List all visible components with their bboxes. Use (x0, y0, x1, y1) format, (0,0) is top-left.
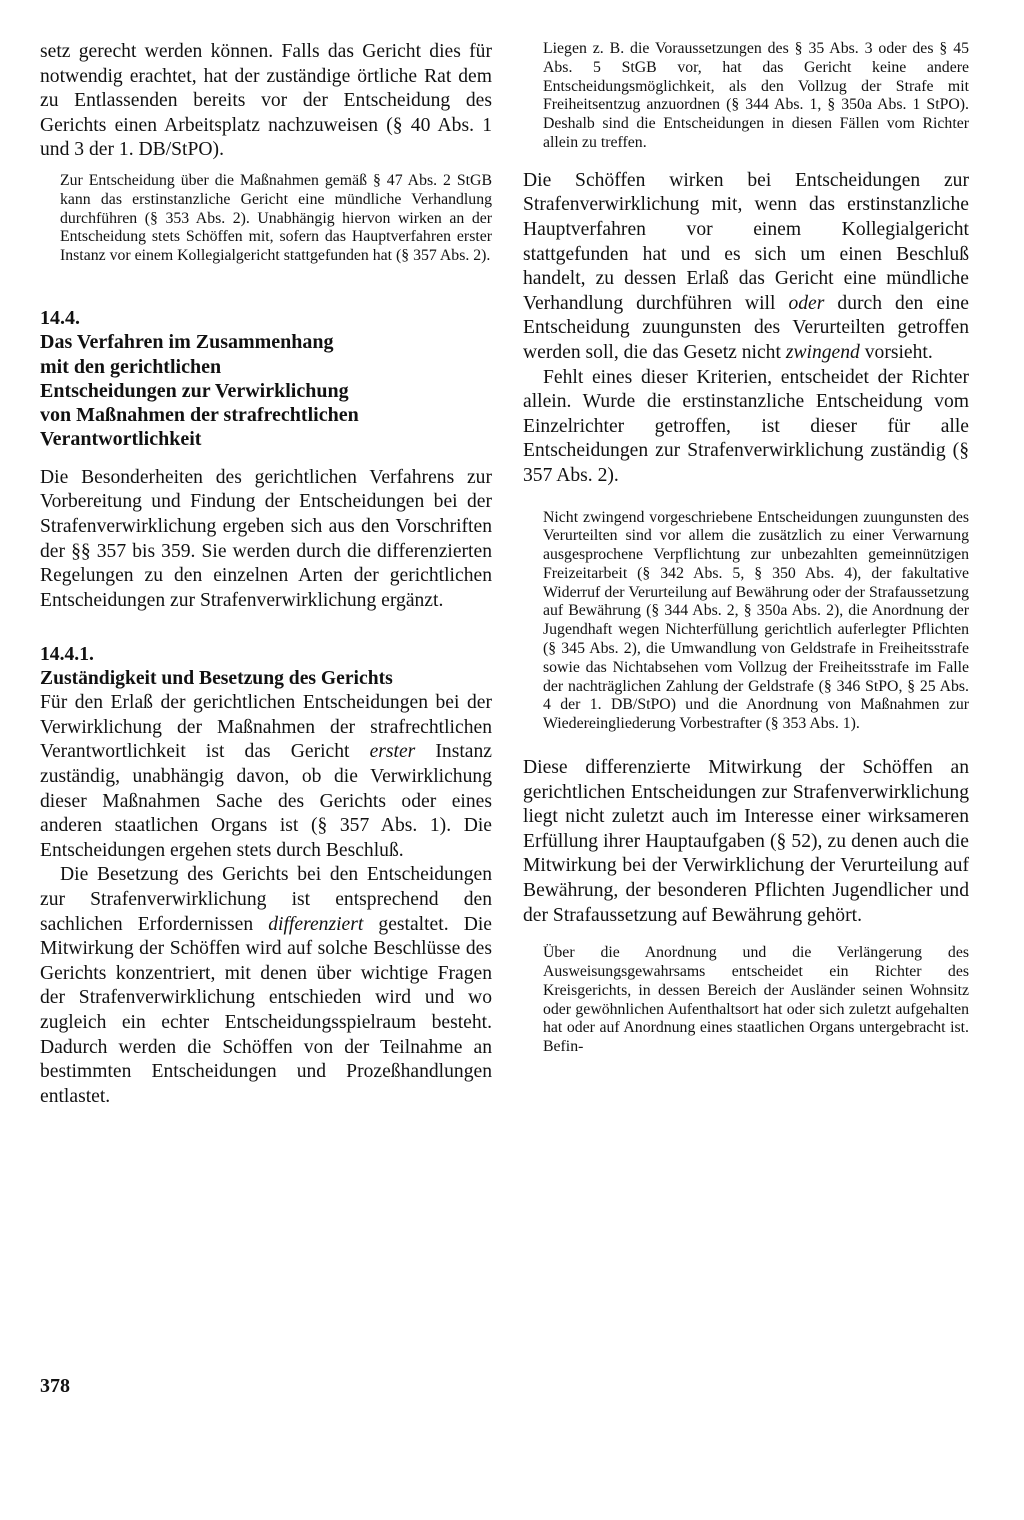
paragraph-jurisdiction (40, 691, 492, 863)
subsection-title: Zuständigkeit und Besetzung des Gerichts (40, 668, 393, 690)
left-column (40, 40, 492, 1109)
section-title-line: von Maßnahmen der strafrechtlichen (40, 404, 359, 427)
text-run: Instanz zuständig, unabhängig davon, ob die Verwirklichung dieser Maßnahmen Sache des Gerichts oder eines anderen staatlichen Organs ist (§ 357 Abs. 1). Die Entscheidungen ergehen stets durch Beschluß. (40, 741, 492, 861)
subsection-number: 14.4.1. (40, 644, 94, 666)
note-deportation: Über die Anordnung und die Verlängerung des Ausweisungsgewahrsams entscheidet ein Richter des Kreisgerichts, in dessen Bereich der Ausländer seinen Wohnsitz oder gewöhnlichen Aufenthaltsort hat oder sich zuletzt aufgehalten hat oder auf Anordnung eines staatlichen Organs untergebracht ist. Befin- (543, 944, 969, 1056)
paragraph-continuation: setz gerecht werden können. Falls das Gericht dies für notwendig erachtet, hat der zuständige örtliche Rat dem zu Entlassenden bereits vor der Entscheidung des Gerichts einen Arbeitsplatz nachzuweisen (§ 40 Abs. 1 und 3 der 1. DB/StPO). (40, 41, 492, 161)
text-run: Für den Erlaß der gerichtlichen Entscheidungen bei der Verwirklichung der Maßnahmen der strafrechtlichen Verantwortlichkeit ist das Gericht (40, 692, 492, 763)
note-measures: Zur Entscheidung über die Maßnahmen gemäß § 47 Abs. 2 StGB kann das erstinstanzliche Gericht eine mündliche Verhandlung durchführen (§ 353 Abs. 2). Unabhängig hiervon wirken an der Entscheidung stets Schöffen mit, sofern das Hauptverfahren erster Instanz vor einem Kollegialgericht stattgefunden hat (§ 357 Abs. 2). (60, 171, 492, 265)
text-run: vorsieht. (859, 341, 933, 363)
right-column (523, 40, 969, 1057)
emphasis: zwingend (785, 341, 860, 363)
page-number: 378 (40, 1375, 70, 1397)
paragraph-lay-judges (523, 169, 969, 366)
section-title-line: Das Verfahren im Zusammenhang (40, 331, 334, 354)
paragraph-intro: Die Besonderheiten des gerichtlichen Verfahrens zur Vorbereitung und Findung der Entscheidungen bei der Strafenverwirklichung ergeben sich aus den Vorschriften der §§ 357 bis 359. Sie werden durch die differenzierten Regelungen zu den einzelnen Arten der gerichtlichen Entscheidungen zur Strafenverwirklichung ergänzt. (40, 466, 492, 611)
paragraph-composition (40, 863, 492, 1109)
note-example: Liegen z. B. die Voraussetzungen des § 35 Abs. 3 oder des § 45 Abs. 5 StGB vor, hat das Gericht keine andere Entscheidungsmöglichkeit, als den Vollzug der Strafe mit Freiheitsentzug anzuordnen (§ 344 Abs. 1, § 350a Abs. 1 StPO). Deshalb sind die Entscheidungen in diesen Fällen vom Richter allein zu treffen. (543, 40, 969, 151)
section-heading (40, 306, 492, 452)
text-run: durch den eine Entscheidung zuungunsten des Verurteilten getroffen werden soll, die das Gesetz nicht (523, 292, 970, 363)
section-number: 14.4. (40, 306, 80, 329)
emphasis: erster (369, 741, 416, 763)
text-run: gestaltet. Die Mitwirkung der Schöffen wird auf solche Beschlüsse des Gerichts konzentriert, mit denen über wichtige Fragen der Strafenverwirklichung entschieden wird und wo zugleich ein echter Entscheidungsspielraum besteht. Dadurch werden die Schöffen von der Teilnahme an bestimmten Entscheidungen und Prozeßhandlungen entlastet. (40, 913, 492, 1107)
section-title-line: Verantwortlichkeit (40, 428, 202, 451)
paragraph-differentiated: Diese differenzierte Mitwirkung der Schöffen an gerichtlichen Entscheidungen zur Strafenverwirklichung liegt nicht zuletzt auch im Interesse einer wirksameren Erfüllung ihrer Hauptaufgaben (§ 52), zu denen auch die Mitwirkung bei der Verwirklichung der Verurteilung auf Bewährung, der besonderen Pflichten Jugendlicher und der Strafaussetzung auf Bewährung gehört. (523, 757, 969, 926)
section-title-line: Entscheidungen zur Verwirklichung (40, 379, 349, 402)
text-run: Die Besetzung des Gerichts bei den Entscheidungen zur Strafenverwirklichung ist entsprechend den sachlichen Erfordernissen (40, 864, 492, 935)
subsection-heading (40, 643, 492, 691)
note-non-mandatory: Nicht zwingend vorgeschriebene Entscheidungen zuungunsten des Verurteilten sind vor allem die zusätzlich zu einer Verwarnung ausgesprochene Verpflichtung zur unbezahlten gemeinnützigen Freizeitarbeit (§ 342 Abs. 5, § 350 Abs. 4), der fakultative Widerruf der Verurteilung auf Bewährung oder der Strafaussetzung auf Bewährung (§ 344 Abs. 2, § 350a Abs. 2), die Anordnung der Jugendhaft wegen Nichterfüllung gerichtlich auferlegter Pflichten (§ 345 Abs. 2), die Umwandlung von Geldstrafe in Freiheitsstrafe sowie das Nichtabsehen vom Vollzug der Freiheitsstrafe im Falle der nachträglichen Zahlung der Geldstrafe (§ 346 StPO, § 25 Abs. 4 der 1. DB/StPO) und die Anordnung von Maßnahmen zur Wiedereingliederung Vorbestrafter (§ 353 Abs. 1). (543, 508, 969, 733)
emphasis: differenziert (268, 913, 364, 935)
emphasis: oder (788, 292, 825, 314)
paragraph-single-judge: Fehlt eines dieser Kriterien, entscheidet der Richter allein. Wurde die erstinstanzliche Entscheidung vom Einzelrichter getroffen, ist dieser für alle Entscheidungen zur Strafenverwirklichung zuständig (§ 357 Abs. 2). (523, 366, 969, 486)
section-title-line: mit den gerichtlichen (40, 355, 222, 378)
text-run: Die Schöffen wirken bei Entscheidungen zur Strafenverwirklichung mit, wenn das erstinstanzliche Hauptverfahren vor einem Kollegialgericht stattgefunden hat und es sich um einen Beschluß handelt, zu dessen Erlaß das Gericht eine mündliche Verhandlung durchführen will (523, 169, 969, 314)
